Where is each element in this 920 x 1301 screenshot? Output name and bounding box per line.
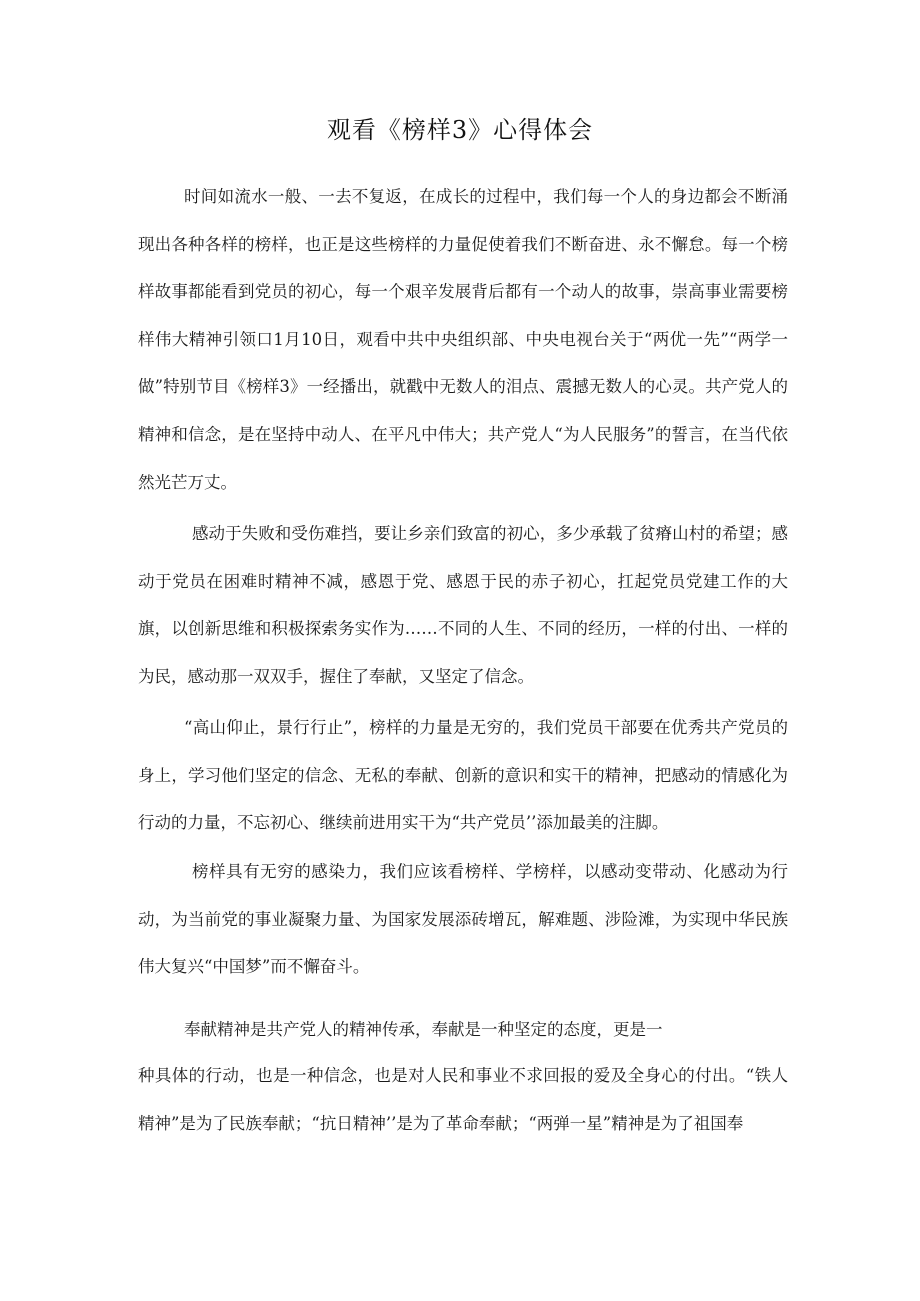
paragraph-5-continued: 种具体的行动，也是一种信念，也是对人民和事业不求回报的爱及全身心的付出。“铁人精神”是为了民族奉献；“抗日精神’’是为了革命奉献；“两弹一星”精神是为了祖国奉: [138, 1066, 788, 1133]
paragraph-5-first-line: 奉献精神是共产党人的精神传承，奉献是一种坚定的态度，更是一: [184, 1020, 663, 1039]
paragraph-2: 感动于失败和受伤难挡，要让乡亲们致富的初心，多少承载了贫瘠山村的希望；感动于党员在困难时精神不减，感恩于党、感恩于民的赤子初心，扛起党员党建工作的大旗，以创新思维和积极探索务实作为……不同的人生、不同的经历，一样的付出、一样的为民，感动那一双双手，握住了奉献，又坚定了信念。: [138, 524, 788, 686]
document-title: 观看《榜样3》心得体会: [326, 116, 594, 144]
paragraph-3: “高山仰止，景行行止”，榜样的力量是无穷的，我们党员干部要在优秀共产党员的身上，学习他们坚定的信念、无私的奉献、创新的意识和实干的精神，把感动的情感化为行动的力量，不忘初心、继续前进用实干为“共产党员’’添加最美的注脚。: [138, 718, 788, 833]
paragraph-4: 榜样具有无穷的感染力，我们应该看榜样、学榜样，以感动变带动、化感动为行动，为当前党的事业凝聚力量、为国家发展添砖增瓦，解难题、涉险滩，为实现中华民族伟大复兴“中国梦”而不懈奋斗。: [138, 862, 788, 977]
paragraph-1: 时间如流水一般、一去不复返，在成长的过程中，我们每一个人的身边都会不断涌现出各种各样的榜样，也正是这些榜样的力量促使着我们不断奋进、永不懈怠。每一个榜样故事都能看到党员的初心，每一个艰辛发展背后都有一个动人的故事，崇高事业需要榜样伟大精神引领口1月10日，观看中共中央组织部、中央电视台关于“两优一先”“两学一做”特别节目《榜样3》一经播出，就戳中无数人的泪点、震撼无数人的心灵。共产党人的精神和信念，是在坚持中动人、在平凡中伟大；共产党人“为人民服务”的誓言，在当代依然光芒万丈。: [138, 187, 788, 492]
